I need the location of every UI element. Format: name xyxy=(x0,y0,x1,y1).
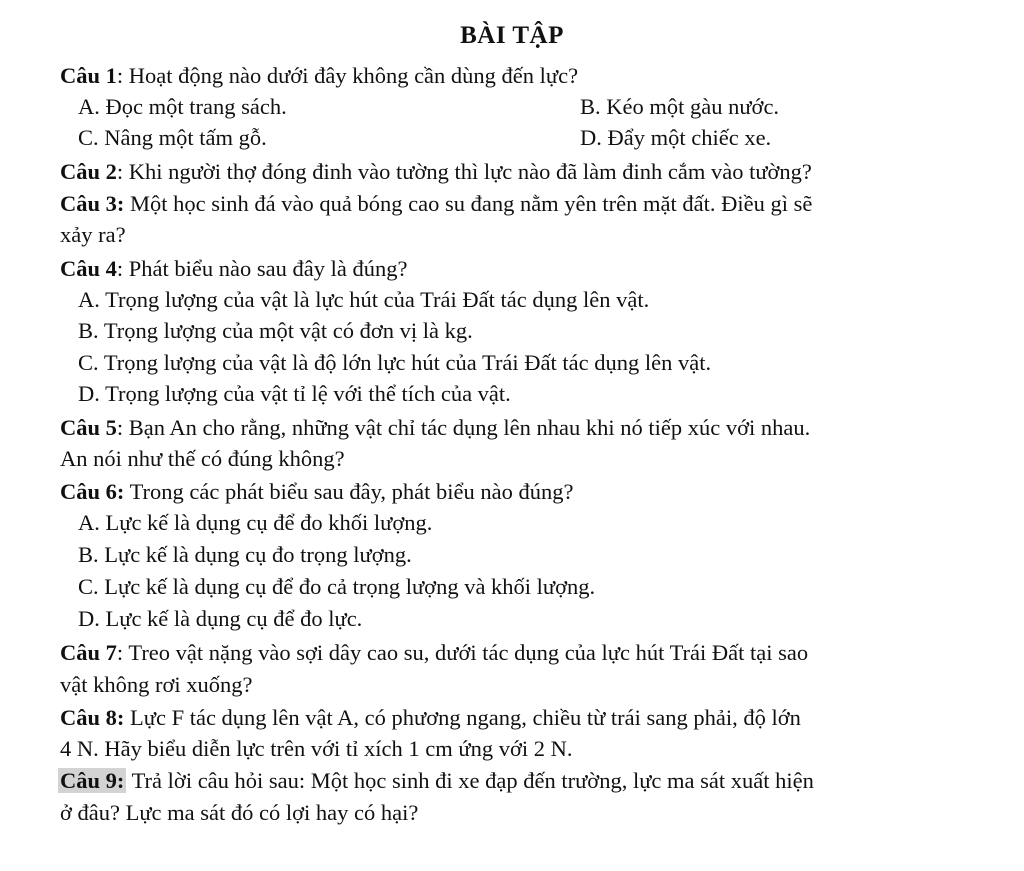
question-7-text-line1: : Treo vật nặng vào sợi dây cao su, dưới tác dụng của lực hút Trái Đất tại sao xyxy=(116,640,809,665)
question-4-option-a: A. Trọng lượng của vật là lực hút của Trái Đất tác dụng lên vật. xyxy=(78,287,650,312)
question-4-option-b: B. Trọng lượng của một vật có đơn vị là kg. xyxy=(78,318,473,343)
question-2-text: : Khi người thợ đóng đinh vào tường thì lực nào đã làm đinh cắm vào tường? xyxy=(116,159,812,184)
question-8-label: Câu 8: xyxy=(60,705,125,730)
question-1-text: : Hoạt động nào dưới đây không cần dùng đến lực? xyxy=(116,63,579,88)
question-7-text-line2: vật không rơi xuống? xyxy=(60,672,253,697)
question-3-text-line2: xảy ra? xyxy=(60,222,126,247)
question-4-option-c: C. Trọng lượng của vật là độ lớn lực hút của Trái Đất tác dụng lên vật. xyxy=(78,350,712,375)
question-9-text-line2: ở đâu? Lực ma sát đó có lợi hay có hại? xyxy=(60,800,419,825)
question-7-label: Câu 7 xyxy=(60,640,117,665)
question-5-text-line1: : Bạn An cho rằng, những vật chỉ tác dụng lên nhau khi nó tiếp xúc với nhau. xyxy=(116,415,811,440)
question-3-text-line1: Một học sinh đá vào quả bóng cao su đang nằm yên trên mặt đất. Điều gì sẽ xyxy=(124,191,813,216)
question-6-option-d: D. Lực kế là dụng cụ để đo lực. xyxy=(78,606,363,631)
question-8-text-line2: 4 N. Hãy biểu diễn lực trên với tỉ xích 1 cm ứng với 2 N. xyxy=(60,736,573,761)
question-2-label: Câu 2 xyxy=(60,159,117,184)
question-5-text-line2: An nói như thế có đúng không? xyxy=(60,446,345,471)
question-1-option-d: D. Đẩy một chiếc xe. xyxy=(580,125,772,150)
question-6 xyxy=(60,476,996,507)
question-4-label: Câu 4 xyxy=(60,256,117,281)
question-6-label: Câu 6: xyxy=(60,479,125,504)
question-5 xyxy=(60,412,996,443)
question-6-option-a: A. Lực kế là dụng cụ để đo khối lượng. xyxy=(78,510,433,535)
question-1-option-b: B. Kéo một gàu nước. xyxy=(580,94,780,119)
question-1-option-c: C. Nâng một tấm gỗ. xyxy=(78,125,267,150)
question-6-option-c: C. Lực kế là dụng cụ để đo cả trọng lượng và khối lượng. xyxy=(78,574,596,599)
question-4 xyxy=(60,253,996,284)
question-9-text-line1: Trả lời câu hỏi sau: Một học sinh đi xe đạp đến trường, lực ma sát xuất hiện xyxy=(126,768,814,793)
question-3-label: Câu 3: xyxy=(60,191,125,216)
question-4-option-d: D. Trọng lượng của vật tỉ lệ với thể tích của vật. xyxy=(78,381,511,406)
question-8 xyxy=(60,702,996,733)
question-3 xyxy=(60,188,996,219)
question-6-text: Trong các phát biểu sau đây, phát biểu nào đúng? xyxy=(124,479,574,504)
page-title: BÀI TẬP xyxy=(460,22,564,49)
question-9-label-highlighted: Câu 9: xyxy=(60,768,125,793)
question-8-text-line1: Lực F tác dụng lên vật A, có phương ngang, chiều từ trái sang phải, độ lớn xyxy=(124,705,801,730)
question-1-label: Câu 1 xyxy=(60,63,117,88)
question-7 xyxy=(60,637,996,668)
question-1 xyxy=(60,60,996,91)
question-6-option-b: B. Lực kế là dụng cụ đo trọng lượng. xyxy=(78,542,412,567)
question-2 xyxy=(60,156,996,187)
question-4-text: : Phát biểu nào sau đây là đúng? xyxy=(116,256,408,281)
question-5-label: Câu 5 xyxy=(60,415,117,440)
question-1-option-a: A. Đọc một trang sách. xyxy=(78,94,287,119)
question-9 xyxy=(60,765,996,796)
